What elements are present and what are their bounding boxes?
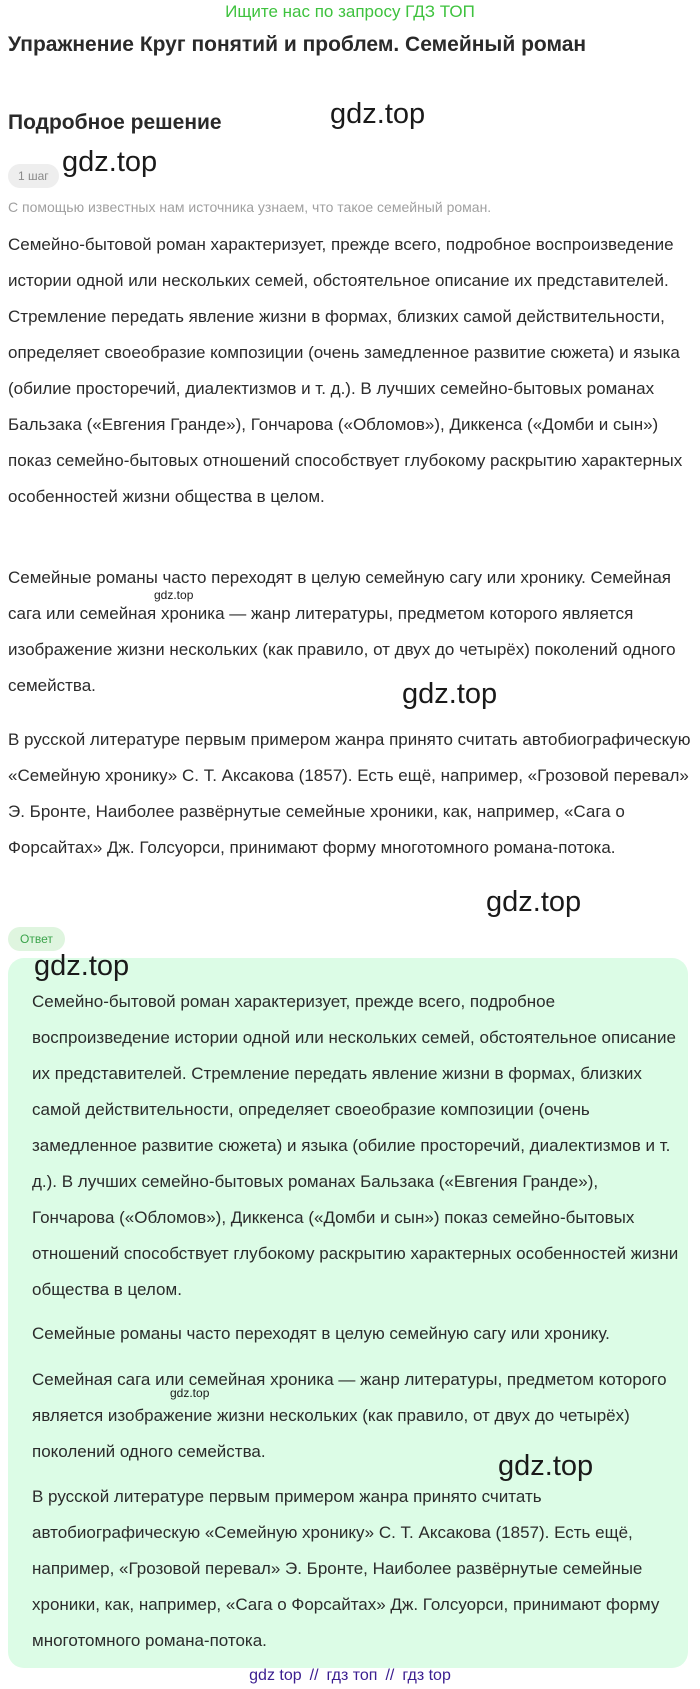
answer-paragraph: Семейные романы часто переходят в целую семейную сагу или хронику.	[32, 1324, 610, 1343]
page-title: Упражнение Круг понятий и проблем. Семейный роман	[8, 33, 587, 56]
watermark: gdz.top	[62, 146, 158, 178]
footer-links	[0, 1664, 700, 1689]
footer-link[interactable]: гдз top	[402, 1667, 451, 1684]
footer-separator: //	[385, 1667, 395, 1684]
footer-link[interactable]: гдз топ	[326, 1667, 378, 1684]
watermark: gdz.top	[486, 886, 582, 918]
solution-paragraph: Семейные романы часто переходят в целую семейную сагу или хронику. Семейная сага или семейная хроника — жанр литературы, предметом которого является изображение жизни нескольких (как правило, от двух до четырёх) поколений одного семейства.	[8, 568, 676, 695]
watermark: gdz.top	[498, 1450, 594, 1482]
search-banner: Ищите нас по запросу ГДЗ ТОП	[225, 2, 475, 21]
watermark: gdz.top	[170, 1386, 210, 1400]
watermark: gdz.top	[330, 98, 426, 130]
answer-paragraph: Семейная сага или семейная хроника — жанр литературы, предметом которого является изображение жизни нескольких (как правило, от двух до четырёх) поколений одного семейства.	[32, 1370, 667, 1461]
watermark: gdz.top	[402, 678, 498, 710]
answer-paragraph: Семейно-бытовой роман характеризует, прежде всего, подробное воспроизведение истории одной или нескольких семей, обстоятельное описание их представителей. Стремление передать явление жизни в формах, близких самой действительности, определяет своеобразие композиции (очень замедленное развитие сюжета) и языка (обилие просторечий, диалектизмов и т. д.). В лучших семейно-бытовых романах Бальзака («Евгения Гранде»), Гончарова («Обломов»), Диккенса («Домби и сын») показ семейно-бытовых отношений способствует глубокому раскрытию характерных особенностей жизни общества в целом.	[32, 992, 679, 1299]
watermark: gdz.top	[34, 950, 130, 982]
watermark: gdz.top	[154, 588, 194, 602]
answer-paragraph: В русской литературе первым примером жанра принято считать автобиографическую «Семейную хронику» С. Т. Аксакова (1857). Есть ещё, например, «Грозовой перевал» Э. Бронте, Наиболее развёрнутые семейные хроники, как, например, «Сага о Форсайтах» Дж. Голсуорси, принимают форму многотомного романа-потока.	[32, 1487, 660, 1650]
solution-paragraph: Семейно-бытовой роман характеризует, прежде всего, подробное воспроизведение истории одной или нескольких семей, обстоятельное описание их представителей. Стремление передать явление жизни в формах, близких самой действительности, определяет своеобразие композиции (очень замедленное развитие сюжета) и языка (обилие просторечий, диалектизмов и т. д.). В лучших семейно-бытовых романах Бальзака («Евгения Гранде»), Гончарова («Обломов»), Диккенса («Домби и сын») показ семейно-бытовых отношений способствует глубокому раскрытию характерных особенностей жизни общества в целом.	[8, 235, 683, 506]
solution-paragraph: В русской литературе первым примером жанра принято считать автобиографическую «Семейную хронику» С. Т. Аксакова (1857). Есть ещё, например, «Грозовой перевал» Э. Бронте, Наиболее развёрнутые семейные хроники, как, например, «Сага о Форсайтах» Дж. Голсуорси, принимают форму многотомного романа-потока.	[8, 730, 691, 857]
footer-separator: //	[309, 1667, 319, 1684]
answer-badge: Ответ	[8, 927, 65, 951]
step-hint: С помощью известных нам источника узнаем, что такое семейный роман.	[8, 199, 492, 215]
step-badge: 1 шаг	[8, 164, 59, 188]
solution-heading: Подробное решение	[8, 111, 222, 134]
footer-link[interactable]: gdz top	[249, 1667, 302, 1684]
